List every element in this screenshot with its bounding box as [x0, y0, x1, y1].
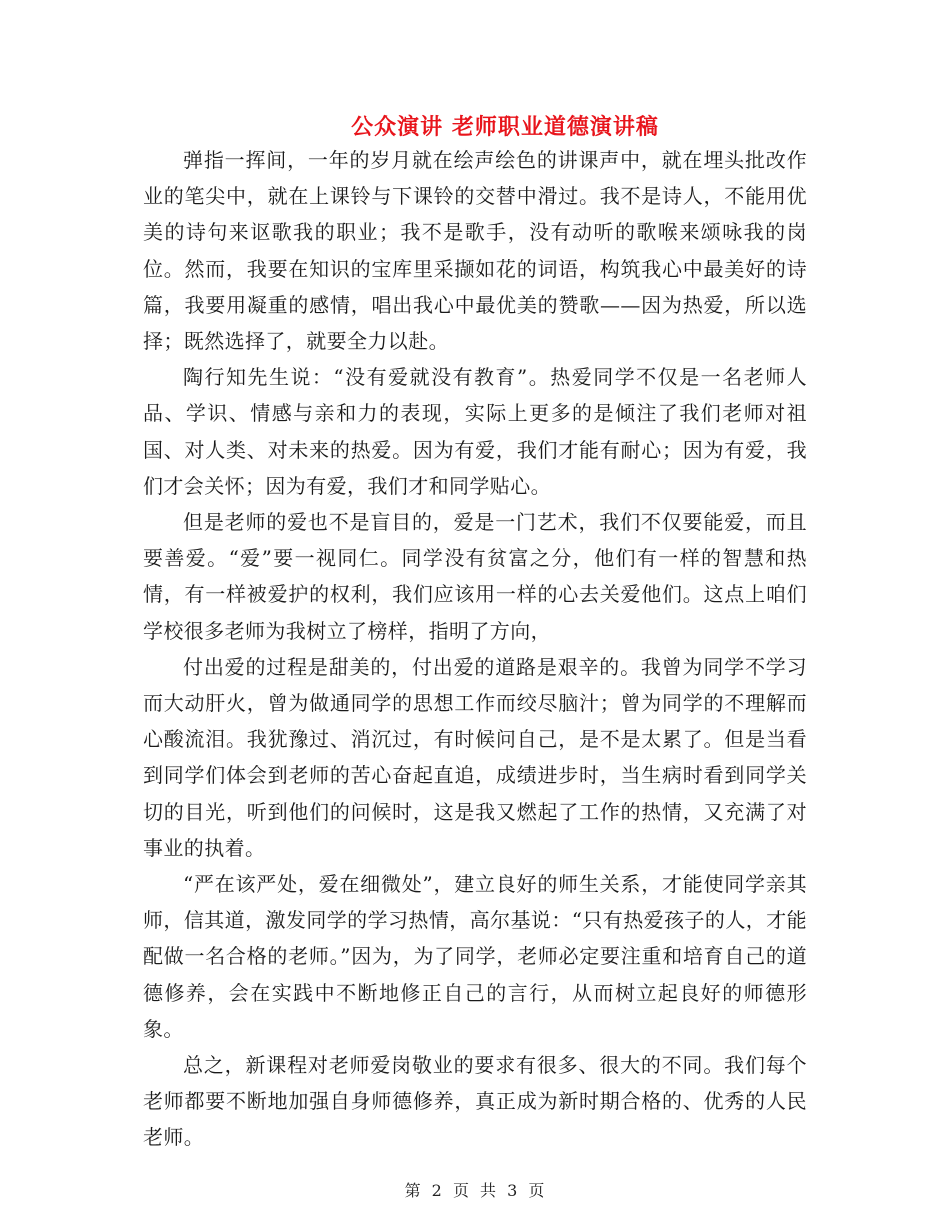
document-body: [143, 142, 807, 1156]
document-title: 公众演讲 老师职业道德演讲稿: [351, 115, 659, 140]
paragraph-4: 付出爱的过程是甜美的，付出爱的道路是艰辛的。我曾为同学不学习而大动肝火，曾为做通同学的思想工作而绞尽脑汁；曾为同学的不理解而心酸流泪。我犹豫过、消沉过，有时候问自己，是不是太累了。但是当看到同学们体会到老师的苦心奋起直追，成绩进步时，当生病时看到同学关切的目光，听到他们的问候时，这是我又燃起了工作的热情，又充满了对事业的执着。: [143, 654, 807, 860]
page-number-footer: 第 2 页 共 3 页: [404, 1181, 546, 1200]
paragraph-2: 陶行知先生说：“没有爱就没有教育”。热爱同学不仅是一名老师人品、学识、情感与亲和力的表现，实际上更多的是倾注了我们老师对祖国、对人类、对未来的热爱。因为有爱，我们才能有耐心；因为有爱，我们才会关怀；因为有爱，我们才和同学贴心。: [143, 365, 807, 498]
paragraph-1: 弹指一挥间，一年的岁月就在绘声绘色的讲课声中，就在埋头批改作业的笔尖中，就在上课铃与下课铃的交替中滑过。我不是诗人，不能用优美的诗句来讴歌我的职业；我不是歌手，没有动听的歌喉来颂咏我的岗位。然而，我要在知识的宝库里采撷如花的词语，构筑我心中最美好的诗篇，我要用凝重的感情，唱出我心中最优美的赞歌——因为热爱，所以选择；既然选择了，就要全力以赴。: [143, 148, 807, 354]
paragraph-5: “严在该严处，爱在细微处”，建立良好的师生关系，才能使同学亲其师，信其道，激发同学的学习热情，高尔基说：“只有热爱孩子的人，才能配做一名合格的老师。”因为，为了同学，老师必定要注重和培育自己的道德修养，会在实践中不断地修正自己的言行，从而树立起良好的师德形象。: [143, 872, 807, 1041]
paragraph-6: 总之，新课程对老师爱岗敬业的要求有很多、很大的不同。我们每个老师都要不断地加强自身师德修养，真正成为新时期合格的、优秀的人民老师。: [143, 1053, 807, 1150]
paragraph-3: 但是老师的爱也不是盲目的，爱是一门艺术，我们不仅要能爱，而且要善爱。“爱”要一视同仁。同学没有贫富之分，他们有一样的智慧和热情，有一样被爱护的权利，我们应该用一样的心去关爱他们。这点上咱们学校很多老师为我树立了榜样，指明了方向，: [143, 510, 807, 643]
